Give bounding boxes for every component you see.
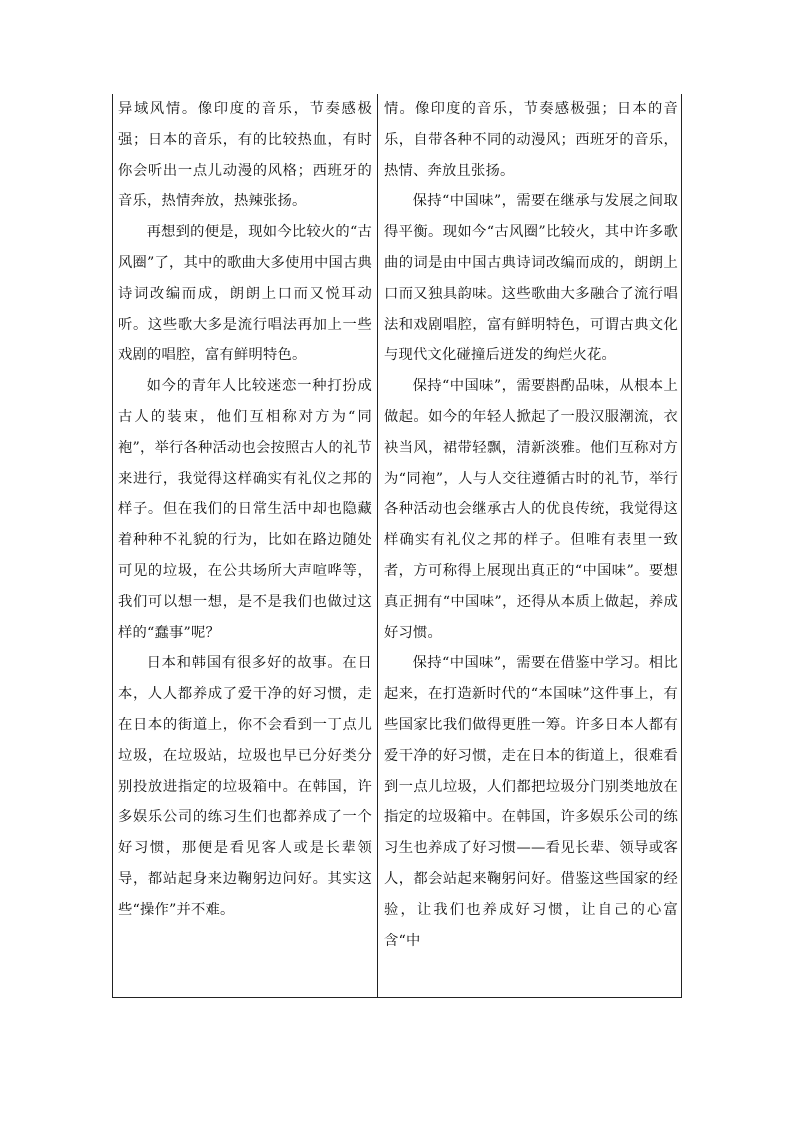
paragraph: 保持“中国味”，需要在继承与发展之间取得平衡。现如今“古风圈”比较火，其中许多歌曲的词是由中国古典诗词改编而成的，朗朗上口而又独具韵味。这些歌曲大多融合了流行唱法和戏剧唱腔，富有鲜明特色，可谓古典文化与现代文化碰撞后迸发的绚烂火花。 <box>384 193 678 364</box>
original-essay-column <box>118 94 372 926</box>
paragraph: 异域风情。像印度的音乐，节奏感极强；日本的音乐，有的比较热血，有时你会听出一点儿动漫的风格；西班牙的音乐，热情奔放，热辣张扬。 <box>118 101 372 210</box>
paragraph: 如今的青年人比较迷恋一种打扮成古人的装束，他们互相称对方为“同袍”，举行各种活动也会按照古人的礼节来进行，我觉得这样确实有礼仪之邦的样子。但在我们的日常生活中却也隐藏着种种不礼貌的行为，比如在路边随处可见的垃圾，在公共场所大声喧哗等，我们可以想一想，是不是我们也做过这样的“蠢事”呢？ <box>118 378 372 641</box>
paragraph: 日本和韩国有很多好的故事。在日本，人人都养成了爱干净的好习惯，走在日本的街道上，你不会看到一丁点儿垃圾，在垃圾站，垃圾也早已分好类分别投放进指定的垃圾箱中。在韩国，许多娱乐公司的练习生们也都养成了一个好习惯，那便是看见客人或是长辈领导，都站起身来边鞠躬边问好。其实这些“操作”并不难。 <box>118 655 372 918</box>
paragraph: 情。像印度的音乐，节奏感极强；日本的音乐，自带各种不同的动漫风；西班牙的音乐，热情、奔放且张扬。 <box>384 101 678 179</box>
column-divider <box>377 94 378 998</box>
paragraph: 再想到的便是，现如今比较火的“古风圈”了，其中的歌曲大多使用中国古典诗词改编而成，朗朗上口而又悦耳动听。这些歌大多是流行唱法再加上一些戏剧的唱腔，富有鲜明特色。 <box>118 224 372 364</box>
paragraph: 保持“中国味”，需要斟酌品味，从根本上做起。如今的年轻人掀起了一股汉服潮流，衣袂当风，裙带轻飘，清新淡雅。他们互称对方为“同袍”，人与人交往遵循古时的礼节，举行各种活动也会继承古人的优良传统，我觉得这样确实有礼仪之邦的样子。但唯有表里一致者，方可称得上展现出真正的“中国味”。要想真正拥有“中国味”，还得从本质上做起，养成好习惯。 <box>384 378 678 641</box>
revised-essay-column <box>384 94 678 956</box>
paragraph: 保持“中国味”，需要在借鉴中学习。相比起来，在打造新时代的“本国味”这件事上，有些国家比我们做得更胜一筹。许多日本人都有爱干净的好习惯，走在日本的街道上，很难看到一点儿垃圾，人们都把垃圾分门别类地放在指定的垃圾箱中。在韩国，许多娱乐公司的练习生也养成了好习惯——看见长辈、领导或客人，都会站起来鞠躬问好。借鉴这些国家的经验，让我们也养成好习惯，让自己的心富含“中 <box>384 655 678 949</box>
